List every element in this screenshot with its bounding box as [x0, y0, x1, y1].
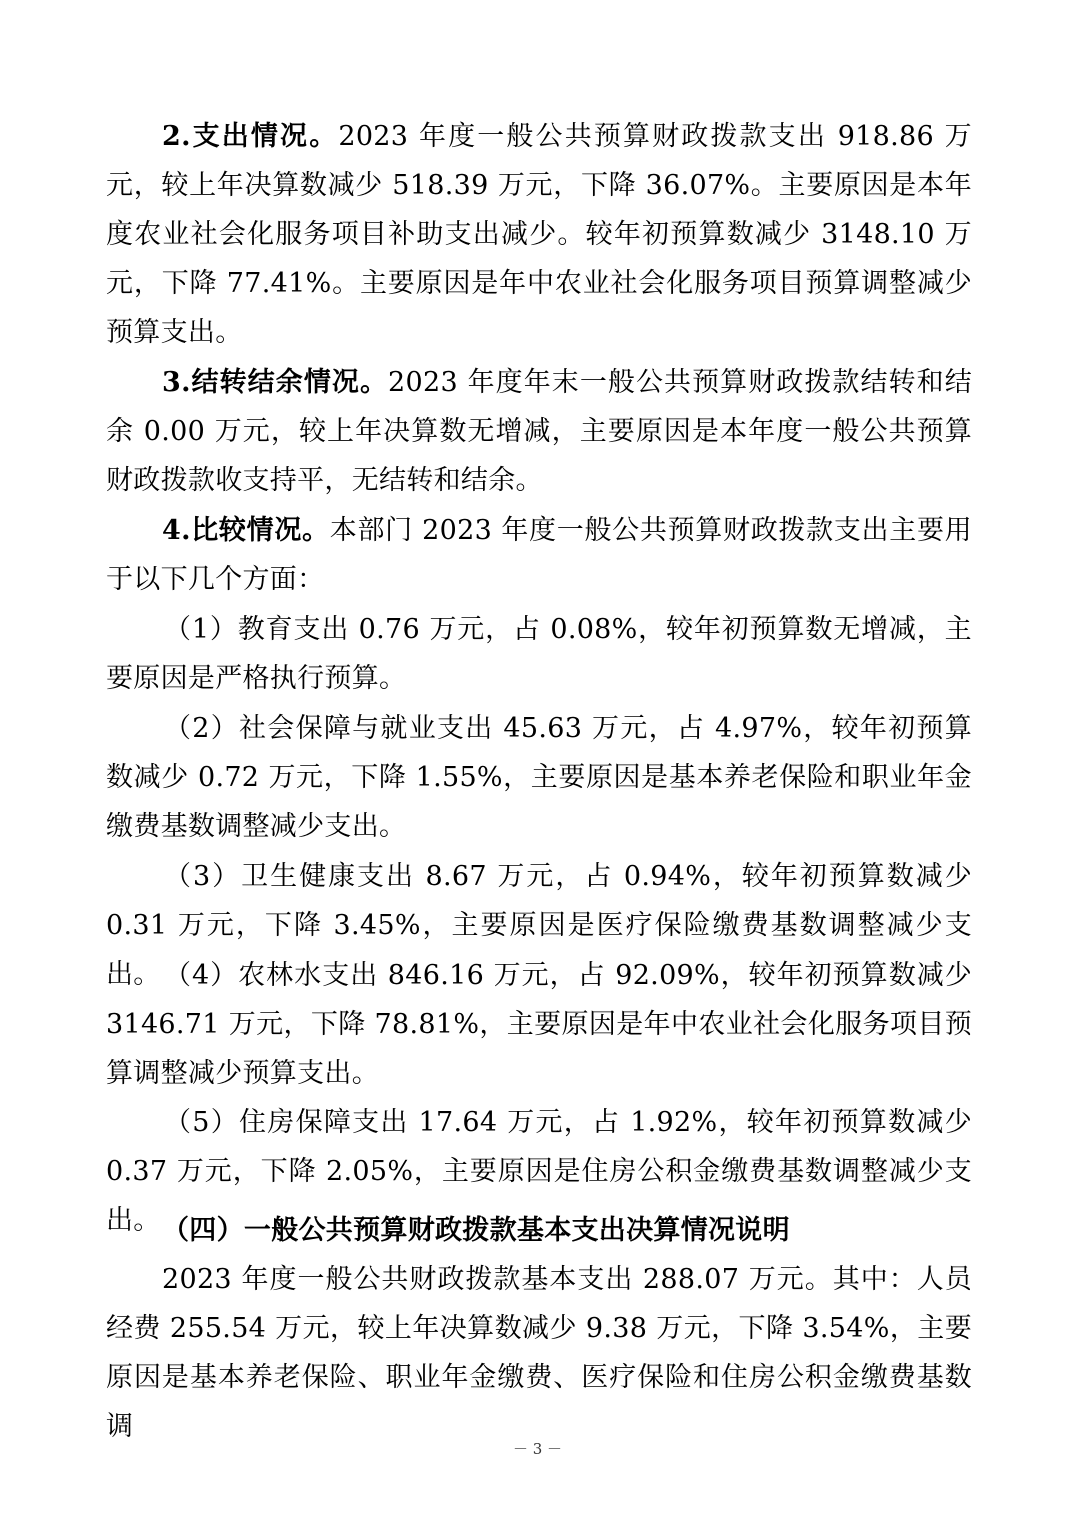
paragraph-comparison	[106, 506, 972, 604]
list-item-agriculture: （4）农林水支出 846.16 万元，占 92.09%，较年初预算数减少 3146.71 万元，下降 78.81%，主要原因是年中农业社会化服务项目预算调整减少预算支出。	[106, 960, 972, 1089]
list-item-education: （1）教育支出 0.76 万元，占 0.08%，较年初预算数无增减，主要原因是严格执行预算。	[106, 614, 972, 694]
section-heading: （四）一般公共预算财政拨款基本支出决算情况说明	[162, 1215, 790, 1246]
paragraph-text: 2023 年度一般公共预算财政拨款支出 918.86 万元，较上年决算数减少 518.39 万元，下降 36.07%。主要原因是本年度农业社会化服务项目补助支出减少。较年初预算数减少 3148.10 万元，下降 77.41%。主要原因是年中农业社会化服务项目预算调整减少预算支出。	[106, 121, 972, 348]
page-number: － 3 －	[512, 1440, 563, 1458]
paragraph-lead: 2.支出情况。	[162, 121, 339, 152]
paragraph-expenditure	[106, 112, 972, 357]
list-item-housing: （5）住房保障支出 17.64 万元，占 1.92%，较年初预算数减少 0.37 万元，下降 2.05%，主要原因是住房公积金缴费基数调整减少支出。	[106, 1107, 972, 1236]
paragraph-carryover	[106, 358, 972, 505]
paragraph-lead: 3.结转结余情况。	[162, 367, 389, 398]
list-item-health: （3）卫生健康支出 8.67 万元，占 0.94%，较年初预算数减少 0.31 万元，下降 3.45%，主要原因是医疗保险缴费基数调整减少支出。	[106, 861, 972, 990]
paragraph-text: 2023 年度年末一般公共预算财政拨款结转和结余 0.00 万元，较上年决算数无增减，主要原因是本年度一般公共预算财政拨款收支持平，无结转和结余。	[106, 367, 972, 496]
list-item-social-security: （2）社会保障与就业支出 45.63 万元，占 4.97%，较年初预算数减少 0.72 万元，下降 1.55%，主要原因是基本养老保险和职业年金缴费基数调整减少支出。	[106, 713, 972, 842]
paragraph-basic-expenditure: 2023 年度一般公共财政拨款基本支出 288.07 万元。其中：人员经费 255.54 万元，较上年决算数减少 9.38 万元，下降 3.54%，主要原因是基本养老保险、职业年金缴费、医疗保险和住房公积金缴费基数调	[106, 1264, 972, 1442]
paragraph-lead: 4.比较情况。	[162, 515, 330, 546]
paragraph-text: 本部门 2023 年度一般公共预算财政拨款支出主要用于以下几个方面：	[106, 515, 972, 595]
